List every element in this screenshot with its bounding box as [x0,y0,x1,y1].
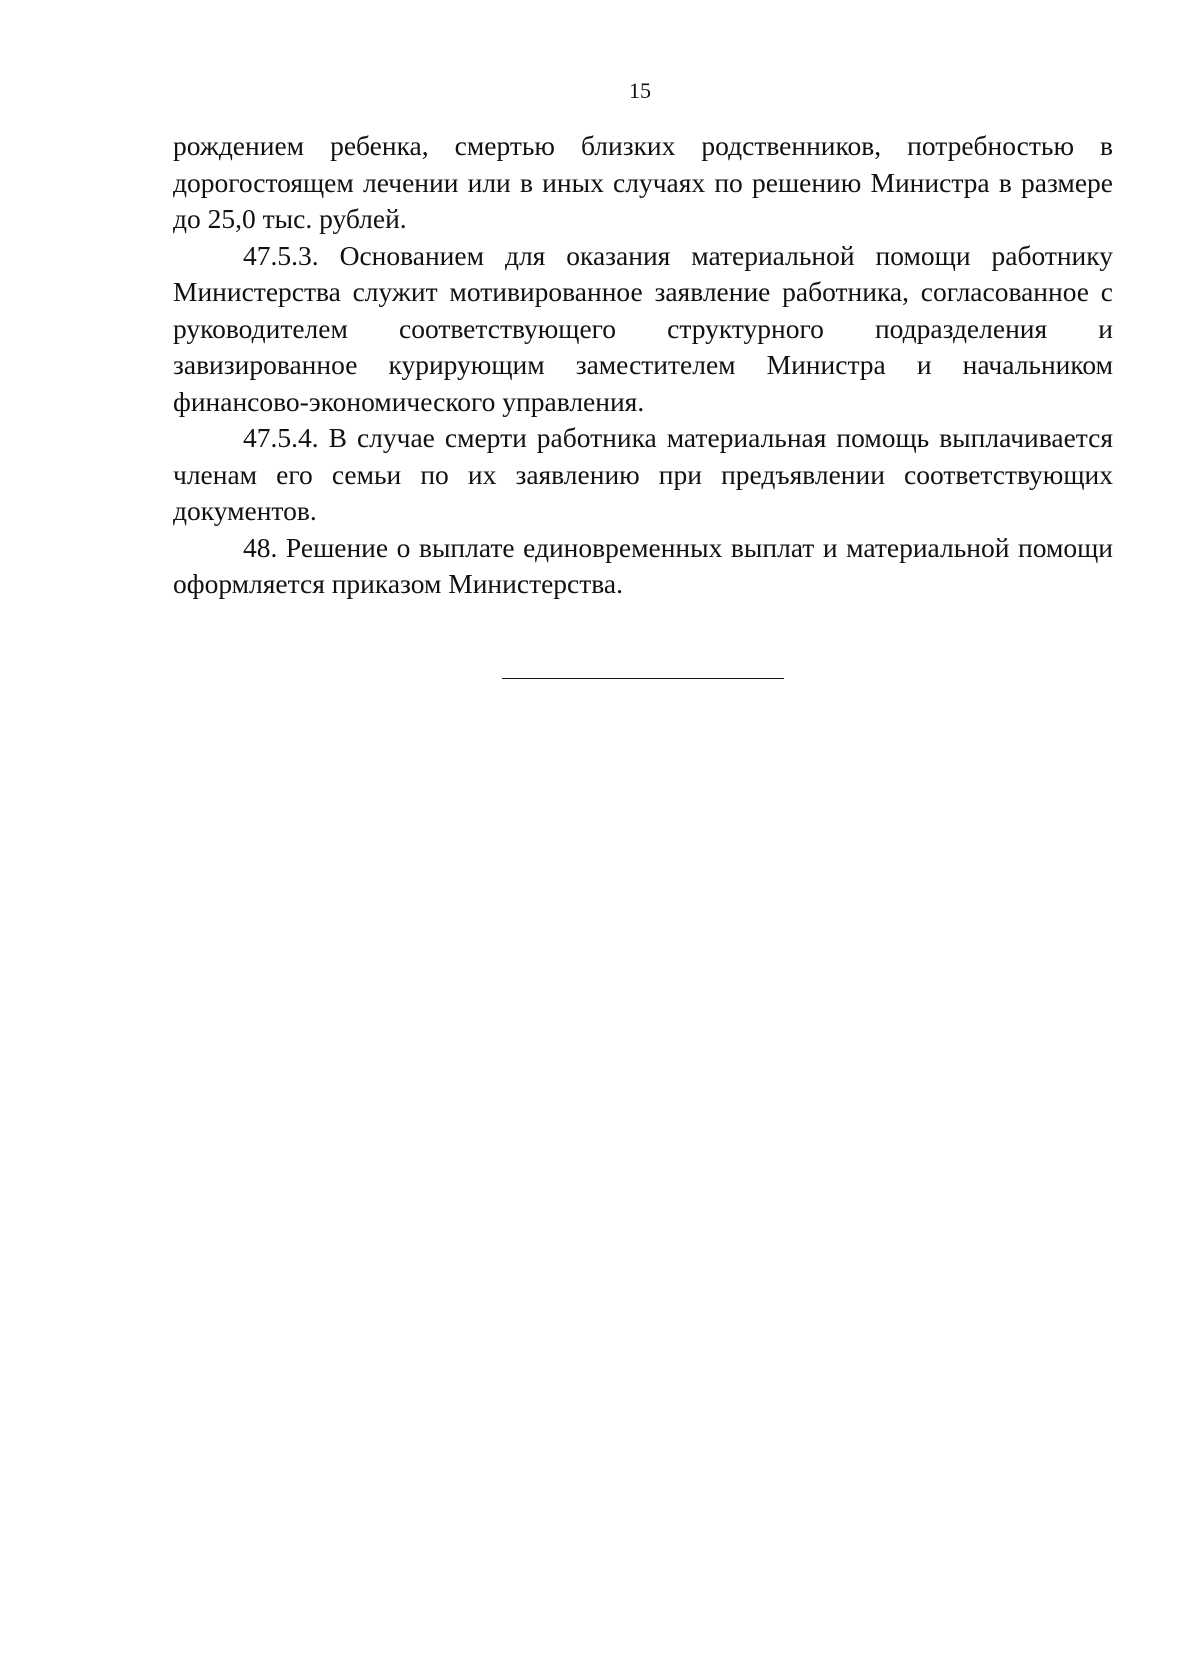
paragraph-47-5-4: 47.5.4. В случае смерти работника материальная помощь выплачивается членам его семьи по их заявлению при предъявлении соответствующих документов. [173,422,1113,526]
paragraph-continuation: рождением ребенка, смертью близких родственников, потребностью в дорогостоящем лечении или в иных случаях по решению Министра в размере до 25,0 тыс. рублей. [173,130,1113,234]
paragraph-48: 48. Решение о выплате единовременных выплат и материальной помощи оформляется приказом Министерства. [173,531,1113,599]
end-of-document-rule [502,678,784,679]
document-body [173,128,1113,603]
page-number: 15 [629,78,651,103]
paragraph-47-5-3: 47.5.3. Основанием для оказания материальной помощи работнику Министерства служит мотивированное заявление работника, согласованное с руководителем соответствующего структурного подразделения и завизированное курирующим заместителем Министра и начальником финансово-экономического управления. [173,239,1113,417]
